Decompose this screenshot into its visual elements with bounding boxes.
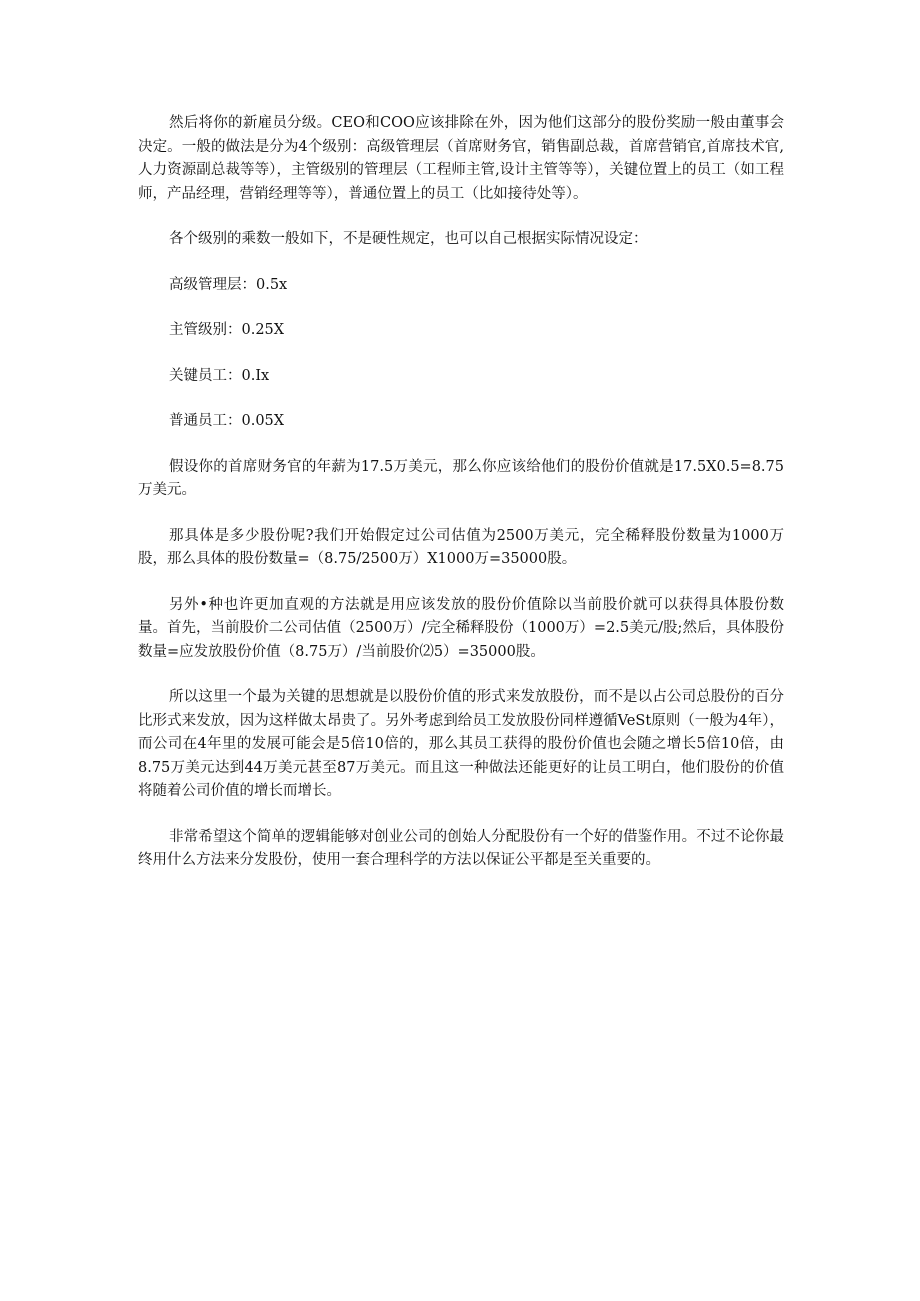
paragraph-cfo-example: 假设你的首席财务官的年薪为17.5万美元，那么你应该给他们的股份价值就是17.5X0.5=8.75万美元。 bbox=[138, 458, 784, 498]
document-page bbox=[138, 112, 784, 895]
paragraph-employee-levels: 然后将你的新雇员分级。CEO和COO应该排除在外，因为他们这部分的股份奖励一般由董事会决定。一般的做法是分为4个级别：高级管理层（首席财务官，销售副总裁，首席营销官,首席技术官,人力资源副总裁等等），主管级别的管理层（工程师主管,设计主管等等），关键位置上的员工（如工程师，产品经理，营销经理等等），普通位置上的员工（比如接待处等）。 bbox=[138, 115, 784, 202]
multiplier-key-employee: 关键员工：0.Ix bbox=[169, 367, 270, 384]
multiplier-senior-management: 高级管理层：0.5x bbox=[169, 276, 288, 293]
multiplier-regular-employee: 普通员工：0.05X bbox=[169, 413, 285, 429]
multiplier-supervisor-level: 主管级别：0.25X bbox=[169, 322, 285, 338]
paragraph-key-idea: 所以这里一个最为关键的思想就是以股份价值的形式来发放股份，而不是以占公司总股份的百分比形式来发放，因为这样做太昂贵了。另外考虑到给员工发放股份同样遵循VeSt原则（一般为4年），而公司在4年里的发展可能会是5倍10倍的，那么其员工获得的股份价值也会随之增长5倍10倍，由8.75万美元达到44万美元甚至87万美元。而且这一种做法还能更好的让员工明白，他们股份的价值将随着公司价值的增长而增长。 bbox=[138, 689, 784, 799]
paragraph-alternative-method: 另外•种也许更加直观的方法就是用应该发放的股份价值除以当前股价就可以获得具体股份数量。首先，当前股价二公司估值（2500万）/完全稀释股份（1000万）=2.5美元/股;然后，具体股份数量=应发放股份价值（8.75万）/当前股价⑵5）=35000股。 bbox=[138, 596, 784, 660]
paragraph-share-count: 那具体是多少股份呢?我们开始假定过公司估值为2500万美元，完全稀释股份数量为1000万股，那么具体的股份数量=（8.75/2500万）X1000万=35000股。 bbox=[138, 527, 784, 567]
paragraph-multiplier-intro: 各个级别的乘数一般如下，不是硬性规定，也可以自己根据实际情况设定： bbox=[169, 231, 648, 247]
paragraph-conclusion: 非常希望这个简单的逻辑能够对创业公司的创始人分配股份有一个好的借鉴作用。不过不论你最终用什么方法来分发股份，使用一套合理科学的方法以保证公平都是至关重要的。 bbox=[138, 828, 784, 868]
